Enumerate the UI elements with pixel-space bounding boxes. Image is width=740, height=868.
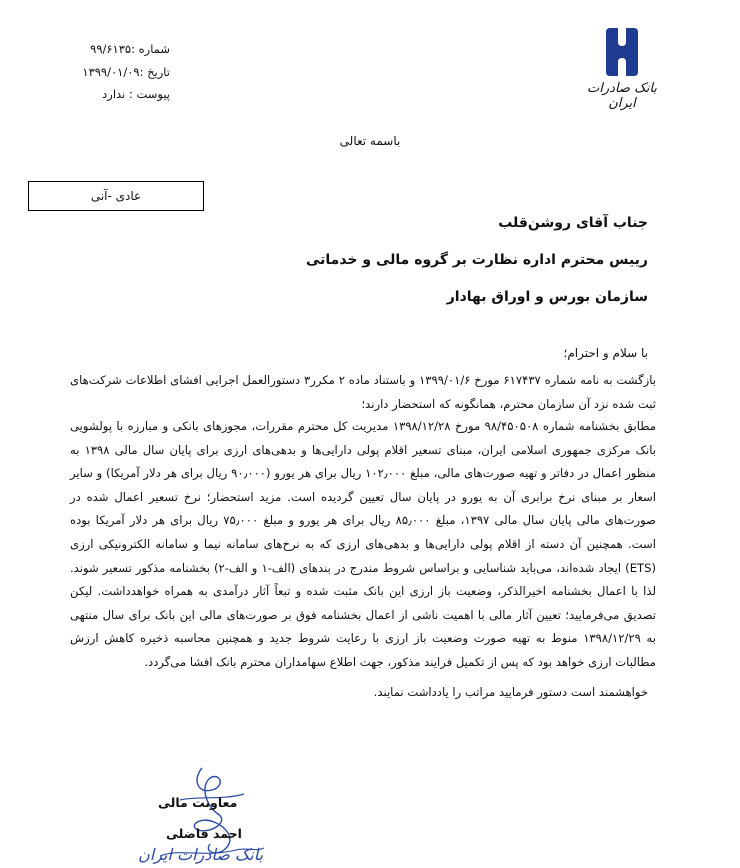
letter-date: تاریخ :۱۳۹۹/۰۱/۰۹ [82, 65, 170, 79]
body-paragraph-2: مطابق بخشنامه شماره ۹۸/۴۵۰۵۰۸ مورخ ۱۳۹۸/۱۲/۲۸ مدیریت کل محترم مقررات، مجوزهای بانکی و مبارزه با پولشویی بانک مرکزی جمهوری اسلامی ایران، مبنای تسعیر اقلام پولی دارایی‌ها و بدهی‌های ارزی برای پایان سال مالی ۱۳۹۸ به منظور اعمال در دفاتر و تهیه صورت‌های مالی، مبلغ ۱۰۲٫۰۰۰ ریال برای هر یورو (۹۰٫۰۰۰ ریال برای هر دلار آمریکا) و سایر اسعار بر مبنای نرخ برابری آن به یورو در پایان سال تعیین گردیده است. مزید استحضار؛ نرخ تسعیر اعمال شده در صورت‌های مالی پایان سال مالی ۱۳۹۷، مبلغ ۸۵٫۰۰۰ ریال برای هر یورو و مبلغ ۷۵٫۰۰۰ ریال برای هر دلار آمریکا بوده است. همچنین آن دسته از اقلام پولی دارایی‌ها و بدهی‌های ارزی که به نرخ‌های سامانه نیما و سامانه الکترونیکی ارزی (ETS) ایجاد شده‌اند، می‌باید شناسایی و براساس شروط مندرج در بندهای (الف-۱ و الف-۲) بخشنامه مذکور تسعیر شوند. لذا با اعمال بخشنامه اخیرالذکر، وضعیت باز ارزی این بانک مثبت شده و تبعاً آثار درآمدی به همراه خواهدداشت. لیکن تصدیق می‌فرمایید؛ تعیین آثار مالی با اهمیت ناشی از اعمال بخشنامه فوق بر صورت‌های مالی این بانک برای سال منتهی به ۱۳۹۸/۱۲/۲۹ منوط به تهیه صورت وضعیت باز ارزی با رعایت شروط جدید و همچنین محاسبه ذخیره کاهش ارزش مطالبات ارزی خواهد بود که پس از تکمیل فرایند مذکور، جهت اطلاع سهامداران محترم بانک افشا می‌گردد. [70, 419, 657, 669]
letter-attachment: پیوست : ندارد [102, 87, 170, 101]
classification-box: عادی -آنی [28, 181, 204, 211]
bank-logo [583, 28, 661, 111]
bank-name: بانک صادرات ایران [587, 81, 657, 111]
bank-saderat-logo-icon [600, 28, 644, 76]
letter-number: شماره :۹۹/۶۱۳۵ [90, 42, 170, 56]
recipient-title: رییس محترم اداره نظارت بر گروه مالی و خدماتی [306, 252, 648, 268]
recipient-name: جناب آقای روشن‌قلب [498, 215, 648, 231]
basmala: باسمه تعالی [339, 134, 401, 148]
signatory-name: احمد فاضلی [166, 826, 242, 841]
closing-line: خواهشمند است دستور فرمایید مراتب را یادداشت نمایند. [373, 685, 648, 699]
recipient-organization: سازمان بورس و اوراق بهادار [446, 289, 648, 305]
body-paragraph-1: بازگشت به نامه شماره ۶۱۷۴۳۷ مورخ ۱۳۹۹/۰۱/۶ و باستناد ماده ۲ مکرر۳ دستورالعمل اجرایی افشای اطلاعات شرکت‌های ثبت شده نزد آن سازمان محترم، همانگونه که استحضار دارند؛ [70, 373, 656, 411]
signatory-title: معاونت مالی [158, 795, 238, 810]
bank-stamp: بانک صادرات ایران [138, 845, 264, 864]
salutation: با سلام و احترام؛ [563, 346, 648, 360]
